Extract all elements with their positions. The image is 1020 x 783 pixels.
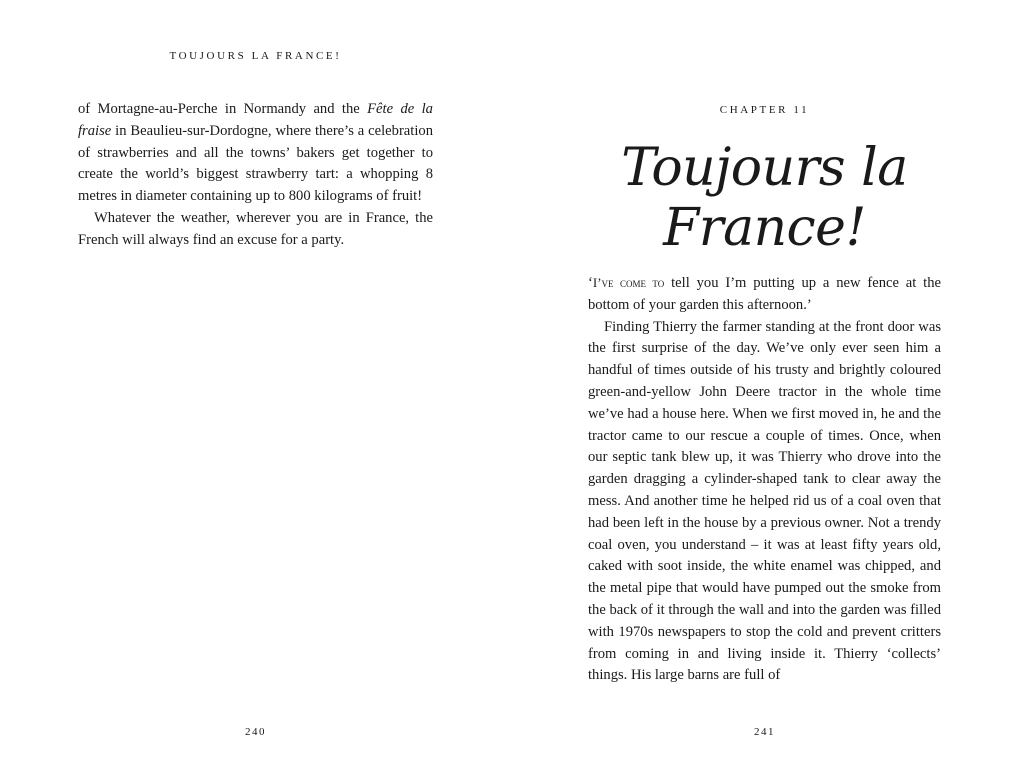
left-paragraph-1-start: of Mortagne-au-Perche in Normandy and the <box>78 101 368 117</box>
left-paragraph-2: Whatever the weather, wherever you are in France, the French will always find an excuse for a party. <box>78 209 433 248</box>
left-paragraph-1 <box>78 99 433 208</box>
right-paragraph-2: Finding Thierry the farmer standing at the front door was the first surprise of the day. We’ve only ever seen him a handful of times outside of his trusty and brightly coloured green-and-yellow John Deere tractor in the whole time we’ve had a house here. When we first moved in, he and the tractor came to our rescue a couple of times. Once, when our septic tank blew up, it was Thierry who drove into the garden dragging a cylinder-shaped tank to clear away the mess. And another time he helped rid us of a coal oven that had been left in the house by a previous owner. Not a trendy coal oven, you understand – it was at least fifty years old, caked with soot inside, the white enamel was chipped, and the metal pipe that would have pumped out the smoke from the back of it through the wall and into the garden was filled with 1970s newspapers to stop the cold and prevent critters from coming in and living inside it. Thierry ‘collects’ things. His large barns are full of <box>588 318 941 684</box>
running-head: TOUJOURS LA FRANCE! <box>169 50 342 62</box>
right-body-text <box>588 272 941 687</box>
right-paragraph-1 <box>588 272 941 317</box>
opening-smallcaps: I’ve come to <box>592 275 665 290</box>
opening-quote: ‘ <box>588 275 593 291</box>
left-body-text <box>78 99 433 252</box>
right-paragraph-1-rest: tell you I’m putting up a new fence at the bottom of your garden this afternoon.’ <box>588 275 941 313</box>
chapter-label: CHAPTER 11 <box>719 104 810 116</box>
festival-name-italic: Fête de la fraise <box>78 101 433 139</box>
chapter-title: Toujours la France! <box>621 138 908 258</box>
page-number-right: 241 <box>754 726 775 738</box>
page-number-left: 240 <box>245 726 266 738</box>
right-page <box>510 0 1020 783</box>
left-paragraph-1-end: in Beaulieu-sur-Dordogne, where there’s a celebration of strawberries and all the towns’ bakers get together to create the world’s biggest strawberry tart: a whopping 8 metres in diameter containing up to 800 kilograms of fruit! <box>78 122 433 205</box>
